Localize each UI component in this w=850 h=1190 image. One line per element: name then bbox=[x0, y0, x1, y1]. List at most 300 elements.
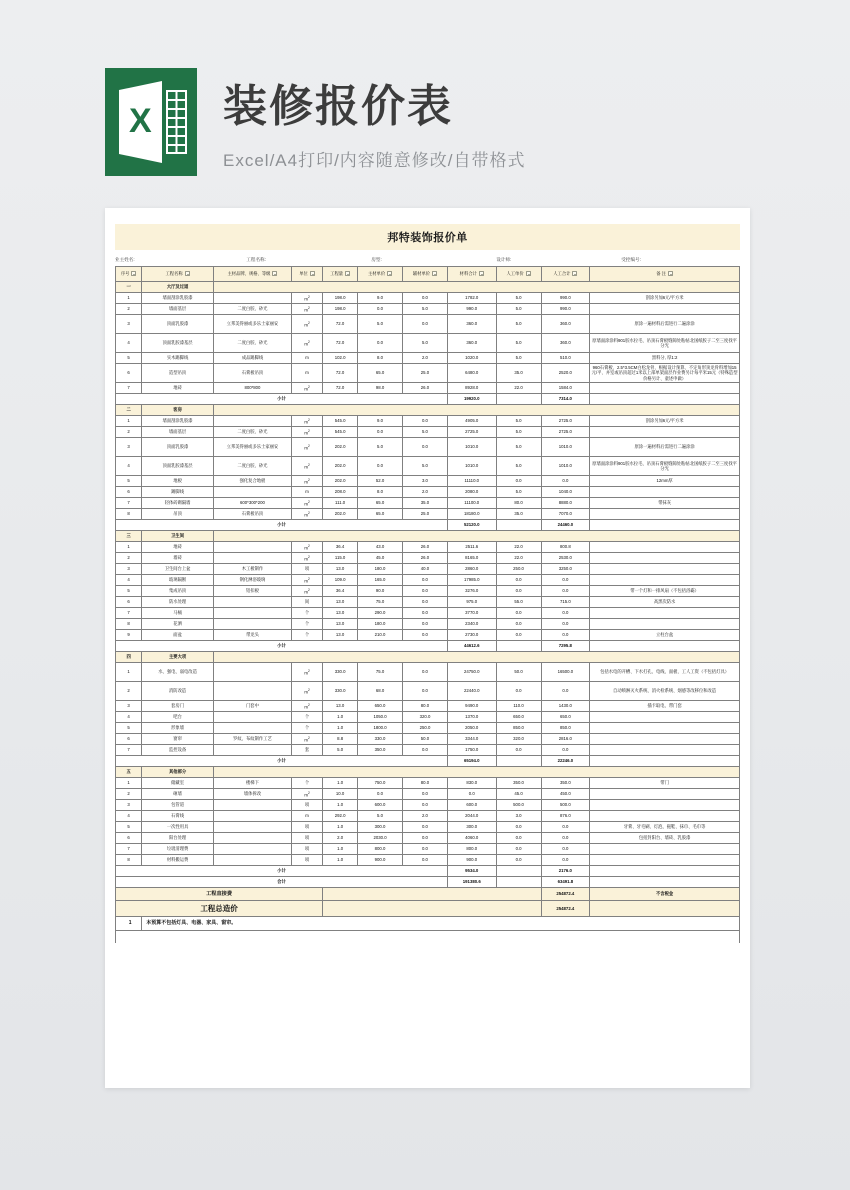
row-spec: 石膏板吊顶 bbox=[213, 364, 291, 383]
row-index: 3 bbox=[116, 701, 142, 712]
row-labor-total: 350.0 bbox=[541, 778, 590, 789]
row-spec bbox=[213, 844, 291, 855]
row-unit: $m^2$ bbox=[291, 498, 322, 509]
quotation-table bbox=[115, 266, 740, 943]
table-row[interactable] bbox=[116, 509, 740, 520]
row-unit: 个 bbox=[291, 619, 322, 630]
row-remark bbox=[590, 723, 740, 734]
row-aux-price: 0.0 bbox=[403, 619, 448, 630]
row-material-total: 3276.0 bbox=[447, 586, 496, 597]
table-row[interactable] bbox=[116, 564, 740, 575]
row-remark: 包括水电的开槽、下水打孔、电线、面板、工人工资（不包括灯具） bbox=[590, 663, 740, 682]
row-unit: m bbox=[291, 353, 322, 364]
row-aux-price: 0.0 bbox=[403, 438, 448, 457]
quotation-sheet bbox=[105, 208, 750, 1088]
row-index: 3 bbox=[116, 438, 142, 457]
row-item-name: 形象墙 bbox=[142, 723, 214, 734]
table-row[interactable] bbox=[116, 855, 740, 866]
row-remark: 牙膏、牙毛刷、灯泡、拖鞋、抹巾、毛巾等 bbox=[590, 822, 740, 833]
row-unit: 项 bbox=[291, 833, 322, 844]
section-number: 二 bbox=[116, 405, 142, 416]
row-remark: 原墙面涂涂料901胶水拉毛、吊顶石膏板缝隙处粘帖北国纸胶子二至三度找平分光 bbox=[590, 334, 740, 353]
subtotal-labor: 24460.0 bbox=[541, 520, 590, 531]
row-labor-price: 0.0 bbox=[496, 575, 541, 586]
filter-dropdown-icon[interactable] bbox=[131, 271, 136, 276]
row-remark: 黑料分, 厚1:2 bbox=[590, 353, 740, 364]
row-material-total: 8928.0 bbox=[447, 383, 496, 394]
row-labor-total: 850.0 bbox=[541, 723, 590, 734]
row-qty: 1.0 bbox=[323, 778, 358, 789]
row-material-price: 43.0 bbox=[358, 542, 403, 553]
table-row[interactable] bbox=[116, 844, 740, 855]
row-spec bbox=[213, 682, 291, 701]
row-material-price: 8.0 bbox=[358, 353, 403, 364]
row-spec bbox=[213, 597, 291, 608]
row-index: 6 bbox=[116, 487, 142, 498]
row-unit: $m^2$ bbox=[291, 334, 322, 353]
row-material-total: 11100.0 bbox=[447, 498, 496, 509]
row-aux-price: 0.0 bbox=[403, 416, 448, 427]
row-aux-price: 40.0 bbox=[403, 564, 448, 575]
row-qty: 36.4 bbox=[323, 542, 358, 553]
row-unit: $m^2$ bbox=[291, 438, 322, 457]
row-remark: 刮涂另加6元/平方米 bbox=[590, 416, 740, 427]
row-material-price: 165.0 bbox=[358, 575, 403, 586]
row-item-name: 水、强电、弱电改造 bbox=[142, 663, 214, 682]
row-item-name: 卫生间台上盆 bbox=[142, 564, 214, 575]
col-header-10[interactable] bbox=[590, 267, 740, 282]
row-labor-total: 876.0 bbox=[541, 811, 590, 822]
subtotal-spacer bbox=[496, 756, 541, 767]
table-row[interactable] bbox=[116, 575, 740, 586]
row-qty: 13.0 bbox=[323, 619, 358, 630]
row-spec: 二度白胶、砂光 bbox=[213, 304, 291, 315]
table-row[interactable] bbox=[116, 682, 740, 701]
table-row[interactable] bbox=[116, 778, 740, 789]
row-material-price: 1050.0 bbox=[358, 712, 403, 723]
row-index: 6 bbox=[116, 364, 142, 383]
row-labor-price: 650.0 bbox=[496, 712, 541, 723]
section-blank bbox=[213, 531, 739, 542]
row-unit: 项 bbox=[291, 800, 322, 811]
filter-dropdown-icon[interactable] bbox=[479, 271, 484, 276]
row-remark bbox=[590, 575, 740, 586]
row-labor-price: 35.0 bbox=[496, 509, 541, 520]
row-remark: 包括封阳台、墙砖、乳胶漆 bbox=[590, 833, 740, 844]
row-remark bbox=[590, 800, 740, 811]
row-aux-price: 25.0 bbox=[403, 364, 448, 383]
row-labor-total: 1010.0 bbox=[541, 457, 590, 476]
row-material-price: 600.0 bbox=[358, 800, 403, 811]
row-labor-total: 8880.0 bbox=[541, 498, 590, 509]
row-labor-price: 0.0 bbox=[496, 608, 541, 619]
row-material-total: 2080.0 bbox=[447, 487, 496, 498]
row-item-name: 石膏线 bbox=[142, 811, 214, 822]
row-qty: 10.0 bbox=[323, 789, 358, 800]
section-header-row bbox=[116, 531, 740, 542]
table-row[interactable] bbox=[116, 457, 740, 476]
row-material-price: 180.0 bbox=[358, 564, 403, 575]
row-aux-price: 0.0 bbox=[403, 293, 448, 304]
row-material-price: 0.0 bbox=[358, 789, 403, 800]
row-labor-total: 2725.0 bbox=[541, 416, 590, 427]
filter-dropdown-icon[interactable] bbox=[272, 271, 277, 276]
col-header-4[interactable] bbox=[323, 267, 358, 282]
row-aux-price: 320.0 bbox=[403, 712, 448, 723]
row-spec bbox=[213, 553, 291, 564]
row-labor-price: 0.0 bbox=[496, 822, 541, 833]
table-row[interactable] bbox=[116, 586, 740, 597]
row-labor-total: 0.0 bbox=[541, 833, 590, 844]
section-number: 三 bbox=[116, 531, 142, 542]
row-item-name: 墙砖 bbox=[142, 553, 214, 564]
meta-field-1[interactable]: 工程名称: bbox=[246, 257, 266, 262]
row-aux-price: 26.0 bbox=[403, 542, 448, 553]
row-item-name: 墙面刮涂乳胶漆 bbox=[142, 293, 214, 304]
grand-total-row bbox=[116, 877, 740, 888]
row-material-total: 2725.0 bbox=[447, 427, 496, 438]
meta-field-4[interactable]: 受控编号: bbox=[621, 257, 641, 262]
table-row[interactable] bbox=[116, 438, 740, 457]
row-labor-price: 5.0 bbox=[496, 293, 541, 304]
row-index: 3 bbox=[116, 800, 142, 811]
table-row[interactable] bbox=[116, 498, 740, 509]
meta-field-3[interactable]: 设计师: bbox=[496, 257, 512, 262]
col-header-9[interactable] bbox=[541, 267, 590, 282]
row-qty: 13.0 bbox=[323, 564, 358, 575]
subtotal-labor: 22246.0 bbox=[541, 756, 590, 767]
row-index: 8 bbox=[116, 619, 142, 630]
row-material-price: 5.0 bbox=[358, 315, 403, 334]
row-spec: 钢化淋浴玻璃 bbox=[213, 575, 291, 586]
section-header-row bbox=[116, 405, 740, 416]
row-material-total: 1750.0 bbox=[447, 745, 496, 756]
section-blank bbox=[213, 767, 739, 778]
excel-logo-icon bbox=[105, 68, 197, 176]
row-labor-price: 0.0 bbox=[496, 855, 541, 866]
row-material-price: 0.0 bbox=[358, 457, 403, 476]
row-material-price: 9.0 bbox=[358, 416, 403, 427]
row-index: 7 bbox=[116, 608, 142, 619]
row-index: 6 bbox=[116, 833, 142, 844]
table-row[interactable] bbox=[116, 822, 740, 833]
row-item-name: 地砖 bbox=[142, 542, 214, 553]
filter-dropdown-icon[interactable] bbox=[432, 271, 437, 276]
row-spec bbox=[213, 833, 291, 844]
row-aux-price: 25.0 bbox=[403, 509, 448, 520]
row-item-name: 一次性用具 bbox=[142, 822, 214, 833]
table-row[interactable] bbox=[116, 800, 740, 811]
row-remark: 插卡取电、带门套 bbox=[590, 701, 740, 712]
table-row[interactable] bbox=[116, 315, 740, 334]
table-row[interactable] bbox=[116, 608, 740, 619]
col-header-3[interactable] bbox=[291, 267, 322, 282]
row-material-total: 8165.0 bbox=[447, 553, 496, 564]
row-material-price: 180.0 bbox=[358, 619, 403, 630]
col-header-8[interactable] bbox=[496, 267, 541, 282]
row-material-total: 600.0 bbox=[447, 800, 496, 811]
row-index: 7 bbox=[116, 844, 142, 855]
subtotal-label: 小计 bbox=[116, 756, 448, 767]
row-remark bbox=[590, 855, 740, 866]
row-spec: 800*800 bbox=[213, 383, 291, 394]
row-qty: 330.0 bbox=[323, 682, 358, 701]
col-header-6[interactable] bbox=[403, 267, 448, 282]
row-spec bbox=[213, 416, 291, 427]
row-qty: 198.0 bbox=[323, 304, 358, 315]
row-remark bbox=[590, 619, 740, 630]
row-qty: 72.0 bbox=[323, 383, 358, 394]
section-header-row bbox=[116, 767, 740, 778]
row-item-name: 集成吊顶 bbox=[142, 586, 214, 597]
table-row[interactable] bbox=[116, 304, 740, 315]
row-item-name: 垃圾清理费 bbox=[142, 844, 214, 855]
direct-fee-label: 工程直接费 bbox=[116, 888, 323, 901]
row-qty: 202.0 bbox=[323, 457, 358, 476]
row-labor-price: 850.0 bbox=[496, 723, 541, 734]
row-material-total: 830.0 bbox=[447, 778, 496, 789]
row-remark: 原涂一遍材料后需进行二遍涂涂 bbox=[590, 438, 740, 457]
row-labor-price: 500.0 bbox=[496, 800, 541, 811]
row-spec: 600*300*200 bbox=[213, 498, 291, 509]
section-number: 五 bbox=[116, 767, 142, 778]
subtotal-label: 小计 bbox=[116, 866, 448, 877]
col-header-label: 备 注 bbox=[656, 271, 666, 277]
subtotal-labor: 7314.0 bbox=[541, 394, 590, 405]
row-aux-price: 0.0 bbox=[403, 789, 448, 800]
row-index: 5 bbox=[116, 586, 142, 597]
filter-dropdown-icon[interactable] bbox=[345, 271, 350, 276]
row-spec bbox=[213, 663, 291, 682]
row-spec: 二度白胶、砂光 bbox=[213, 334, 291, 353]
row-material-price: 0.0 bbox=[358, 334, 403, 353]
row-index: 5 bbox=[116, 476, 142, 487]
row-remark: 带门 bbox=[590, 778, 740, 789]
row-labor-price: 5.0 bbox=[496, 487, 541, 498]
row-labor-total: 0.0 bbox=[541, 575, 590, 586]
row-material-price: 98.0 bbox=[358, 383, 403, 394]
section-name: 客房 bbox=[142, 405, 214, 416]
subtotal-material: 65194.0 bbox=[447, 756, 496, 767]
filter-dropdown-icon[interactable] bbox=[668, 271, 673, 276]
row-aux-price: 0.0 bbox=[403, 575, 448, 586]
table-row[interactable] bbox=[116, 553, 740, 564]
row-unit: 项 bbox=[291, 564, 322, 575]
row-material-price: 45.0 bbox=[358, 553, 403, 564]
col-header-0[interactable] bbox=[116, 267, 142, 282]
row-index: 4 bbox=[116, 575, 142, 586]
row-qty: 198.0 bbox=[323, 293, 358, 304]
row-labor-price: 5.0 bbox=[496, 334, 541, 353]
row-material-total: 2511.6 bbox=[447, 542, 496, 553]
row-index: 6 bbox=[116, 597, 142, 608]
row-aux-price: 26.0 bbox=[403, 383, 448, 394]
col-header-label: 材料合计 bbox=[459, 271, 477, 277]
row-labor-total: 2530.0 bbox=[541, 553, 590, 564]
row-material-total: 1010.0 bbox=[447, 438, 496, 457]
row-item-name: 监控设备 bbox=[142, 745, 214, 756]
row-item-name: 吊顶 bbox=[142, 509, 214, 520]
row-item-name: 面盆 bbox=[142, 630, 214, 641]
filter-dropdown-icon[interactable] bbox=[185, 271, 190, 276]
row-spec bbox=[213, 712, 291, 723]
row-material-total: 24750.0 bbox=[447, 663, 496, 682]
direct-fee-value: 254872.4 bbox=[541, 888, 590, 901]
table-row[interactable] bbox=[116, 734, 740, 745]
row-qty: 72.0 bbox=[323, 364, 358, 383]
table-row[interactable] bbox=[116, 663, 740, 682]
meta-field-0[interactable]: 业主姓名: bbox=[115, 257, 135, 262]
row-spec bbox=[213, 542, 291, 553]
table-row[interactable] bbox=[116, 542, 740, 553]
row-labor-price: 0.0 bbox=[496, 586, 541, 597]
table-row[interactable] bbox=[116, 334, 740, 353]
row-material-total: 1370.0 bbox=[447, 712, 496, 723]
subtotal-row bbox=[116, 756, 740, 767]
row-remark bbox=[590, 304, 740, 315]
subtotal-row bbox=[116, 641, 740, 652]
subtotal-remark bbox=[590, 520, 740, 531]
filter-dropdown-icon[interactable] bbox=[572, 271, 577, 276]
row-aux-price: 0.0 bbox=[403, 315, 448, 334]
row-spec: 门套中 bbox=[213, 701, 291, 712]
row-spec bbox=[213, 822, 291, 833]
section-name: 主要大项 bbox=[142, 652, 214, 663]
row-labor-price: 5.0 bbox=[496, 353, 541, 364]
row-material-price: 75.0 bbox=[358, 597, 403, 608]
row-aux-price: 250.0 bbox=[403, 723, 448, 734]
row-remark bbox=[590, 844, 740, 855]
row-remark bbox=[590, 811, 740, 822]
row-labor-price: 0.0 bbox=[496, 682, 541, 701]
table-row[interactable] bbox=[116, 487, 740, 498]
row-labor-price: 50.0 bbox=[496, 663, 541, 682]
table-row[interactable] bbox=[116, 293, 740, 304]
row-remark bbox=[590, 734, 740, 745]
row-unit: $m^2$ bbox=[291, 457, 322, 476]
subtotal-material: 19920.0 bbox=[447, 394, 496, 405]
row-spec: 二度白胶、砂光 bbox=[213, 427, 291, 438]
table-row[interactable] bbox=[116, 630, 740, 641]
filter-dropdown-icon[interactable] bbox=[387, 271, 392, 276]
row-item-name: 套房门 bbox=[142, 701, 214, 712]
table-row[interactable] bbox=[116, 833, 740, 844]
row-labor-price: 5.0 bbox=[496, 457, 541, 476]
row-unit: m bbox=[291, 487, 322, 498]
row-aux-price: 5.0 bbox=[403, 304, 448, 315]
col-header-5[interactable] bbox=[358, 267, 403, 282]
subtotal-label: 小计 bbox=[116, 641, 448, 652]
row-labor-price: 0.0 bbox=[496, 745, 541, 756]
row-unit: $m^2$ bbox=[291, 293, 322, 304]
row-aux-price: 0.0 bbox=[403, 822, 448, 833]
table-row[interactable] bbox=[116, 476, 740, 487]
row-remark bbox=[590, 509, 740, 520]
row-aux-price: 5.0 bbox=[403, 334, 448, 353]
row-spec bbox=[213, 855, 291, 866]
row-material-total: 22440.0 bbox=[447, 682, 496, 701]
table-row[interactable] bbox=[116, 353, 740, 364]
row-material-total: 360.0 bbox=[447, 315, 496, 334]
row-qty: 115.0 bbox=[323, 553, 358, 564]
row-item-name: 地板 bbox=[142, 476, 214, 487]
row-labor-total: 1010.0 bbox=[541, 438, 590, 457]
row-item-name: 玻璃隔断 bbox=[142, 575, 214, 586]
table-body bbox=[116, 282, 740, 943]
row-material-price: 68.0 bbox=[358, 682, 403, 701]
col-header-2[interactable] bbox=[213, 267, 291, 282]
row-qty: 1.0 bbox=[323, 855, 358, 866]
row-material-price: 90.0 bbox=[358, 586, 403, 597]
table-row[interactable] bbox=[116, 789, 740, 800]
table-row[interactable] bbox=[116, 712, 740, 723]
row-remark: 原墙面涂涂料901胶水拉毛、吊顶石膏板缝隙处粘帖北国纸胶子二至三度找平分光 bbox=[590, 457, 740, 476]
meta-field-2[interactable]: 房型: bbox=[371, 257, 382, 262]
row-material-total: 300.0 bbox=[447, 822, 496, 833]
row-index: 4 bbox=[116, 334, 142, 353]
row-material-total: 3770.0 bbox=[447, 608, 496, 619]
row-item-name: 材料搬运费 bbox=[142, 855, 214, 866]
table-row[interactable] bbox=[116, 701, 740, 712]
row-unit: m bbox=[291, 364, 322, 383]
row-qty: 72.0 bbox=[323, 334, 358, 353]
table-row[interactable] bbox=[116, 811, 740, 822]
row-unit: $m^2$ bbox=[291, 701, 322, 712]
table-row[interactable] bbox=[116, 416, 740, 427]
row-material-total: 2044.0 bbox=[447, 811, 496, 822]
row-index: 6 bbox=[116, 734, 142, 745]
table-row[interactable] bbox=[116, 597, 740, 608]
row-material-total: 975.0 bbox=[447, 597, 496, 608]
row-item-name: 马桶 bbox=[142, 608, 214, 619]
row-aux-price: 0.0 bbox=[403, 630, 448, 641]
col-header-7[interactable] bbox=[447, 267, 496, 282]
table-row[interactable] bbox=[116, 619, 740, 630]
row-qty: 1.0 bbox=[323, 712, 358, 723]
table-row[interactable] bbox=[116, 745, 740, 756]
row-labor-price: 55.0 bbox=[496, 597, 541, 608]
filter-dropdown-icon[interactable] bbox=[310, 271, 315, 276]
row-unit: 项 bbox=[291, 844, 322, 855]
table-row[interactable] bbox=[116, 364, 740, 383]
row-labor-price: 5.0 bbox=[496, 427, 541, 438]
row-spec: 铝扣板 bbox=[213, 586, 291, 597]
row-item-name: 阳台处理 bbox=[142, 833, 214, 844]
row-labor-total: 1584.0 bbox=[541, 383, 590, 394]
row-labor-total: 650.0 bbox=[541, 712, 590, 723]
subtotal-remark bbox=[590, 641, 740, 652]
row-material-price: 0.0 bbox=[358, 304, 403, 315]
subtotal-spacer bbox=[496, 641, 541, 652]
row-material-total: 1010.0 bbox=[447, 457, 496, 476]
row-spec: 立邦美得丽或多乐士家丽安 bbox=[213, 438, 291, 457]
table-row[interactable] bbox=[116, 383, 740, 394]
trailing-blank-row bbox=[116, 931, 740, 943]
row-labor-total: 0.0 bbox=[541, 630, 590, 641]
row-labor-price: 22.0 bbox=[496, 383, 541, 394]
row-spec bbox=[213, 487, 291, 498]
table-row[interactable] bbox=[116, 427, 740, 438]
row-aux-price: 0.0 bbox=[403, 682, 448, 701]
row-labor-total: 3250.0 bbox=[541, 564, 590, 575]
filter-dropdown-icon[interactable] bbox=[526, 271, 531, 276]
row-labor-total: 360.0 bbox=[541, 334, 590, 353]
row-material-total: 9490.0 bbox=[447, 701, 496, 712]
direct-fee-blank bbox=[323, 888, 541, 901]
row-material-total: 2860.0 bbox=[447, 564, 496, 575]
col-header-1[interactable] bbox=[142, 267, 214, 282]
table-row[interactable] bbox=[116, 723, 740, 734]
